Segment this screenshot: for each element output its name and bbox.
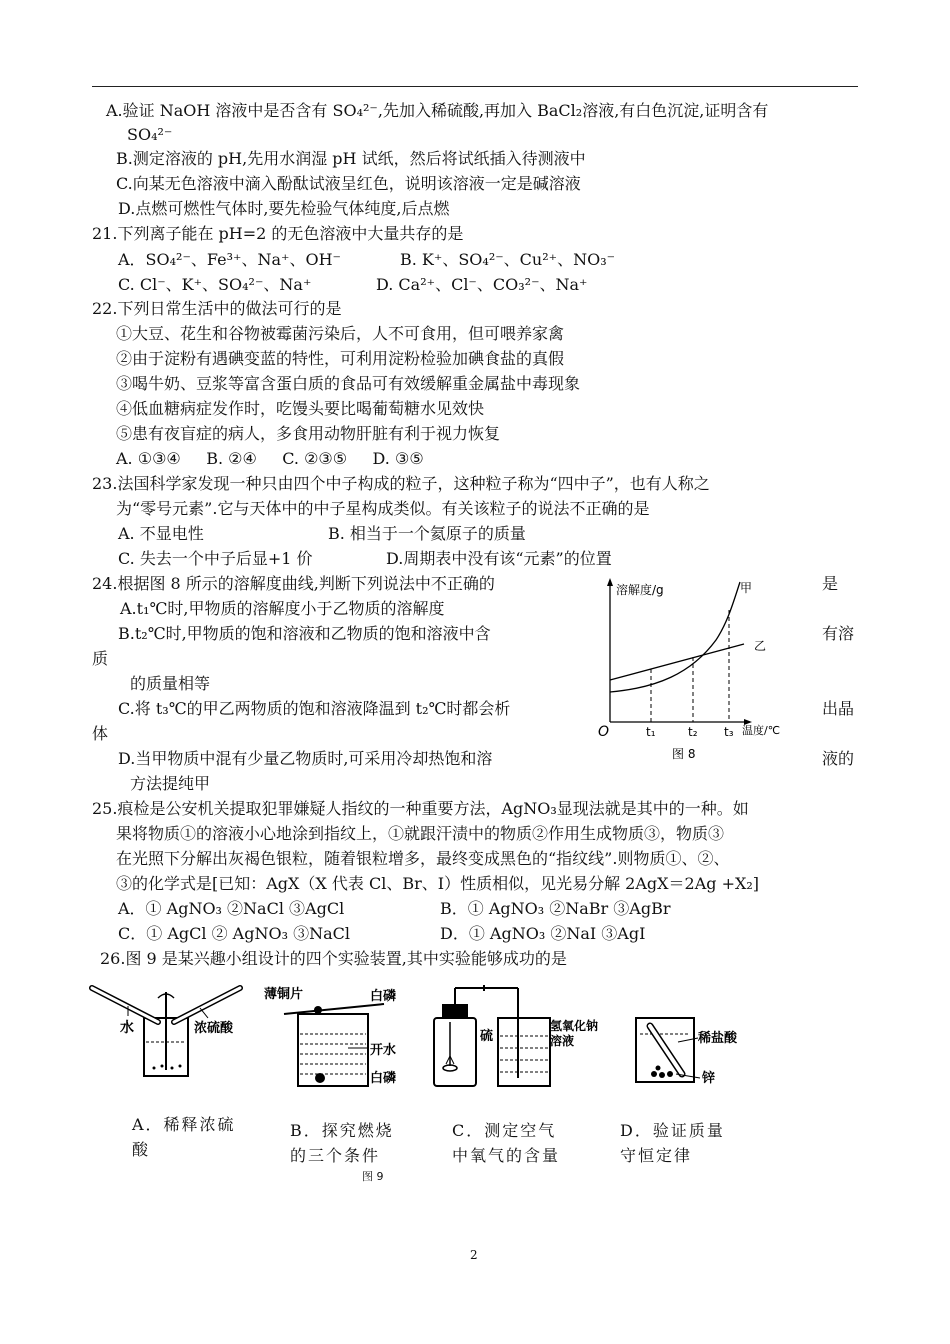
y-axis-arrow-icon <box>607 578 613 586</box>
q24-option-c-line1: C.将 t₃℃的甲乙两物质的饱和溶液降温到 t₂℃时都会析 <box>118 699 511 718</box>
fig9-caption-a-line2: 酸 <box>132 1140 151 1159</box>
q21-option-b: B. K⁺、SO₄²⁻、Cu²⁺、NO₃⁻ <box>400 250 616 269</box>
origin-label: O <box>598 724 610 740</box>
q21-option-a: A．SO₄²⁻、Fe³⁺、Na⁺、OH⁻ <box>118 250 341 269</box>
curve-jia-label: 甲 <box>740 581 753 595</box>
q22-options: A. ①③④ B. ②④ C. ②③⑤ D. ③⑤ <box>116 449 424 468</box>
q24-option-c-line2: 体 <box>92 724 109 743</box>
apparatus-a <box>92 988 240 1076</box>
q21-option-c: C. Cl⁻、K⁺、SO₄²⁻、Na⁺ <box>118 275 312 294</box>
q22-statement-5: ⑤患有夜盲症的病人，多食用动物肝脏有利于视力恢复 <box>116 424 501 443</box>
q24-option-d-line2: 方法提纯甲 <box>130 774 211 793</box>
fig9-caption-a-line1: A．稀释浓硫 <box>132 1115 236 1134</box>
q25-stem-line3: 在光照下分解出灰褐色银粒，随着银粒增多，最终变成黑色的“指纹线”.则物质①、②、 <box>116 849 730 868</box>
t3-label: t₃ <box>724 725 734 739</box>
label-zinc: 锌 <box>702 1071 716 1086</box>
q20-option-b: B.测定溶液的 pH,先用水润湿 pH 试纸，然后将试纸插入待测液中 <box>116 149 586 168</box>
q25-stem-line1: 25.痕检是公安机关提取犯罪嫌疑人指纹的一种重要方法，AgNO₃显现法就是其中的一种。如 <box>92 799 749 818</box>
q23-option-a: A. 不显电性 <box>118 524 204 543</box>
curve-yi-label: 乙 <box>754 639 767 653</box>
label-water: 水 <box>120 1020 134 1036</box>
beaker-b <box>298 1014 368 1086</box>
q22-stem: 22.下列日常生活中的做法可行的是 <box>92 299 342 318</box>
q25-option-a: A．① AgNO₃ ②NaCl ③AgCl <box>118 899 345 918</box>
label-sodium-hydroxide: 氢氧化钠溶液 <box>550 1019 599 1048</box>
y-axis-label: 溶解度/g <box>616 583 664 597</box>
label-sulfur: 硫 <box>480 1029 494 1044</box>
q24-option-b-end: 有溶 <box>822 624 855 643</box>
figure-9-caption: 图 9 <box>362 1170 384 1183</box>
apparatus-d <box>636 1018 738 1086</box>
t1-label: t₁ <box>646 725 656 739</box>
q22-statement-2: ②由于淀粉有遇碘变蓝的特性，可利用淀粉检验加碘食盐的真假 <box>116 349 565 368</box>
q24-option-b-line1: B.t₂℃时,甲物质的饱和溶液和乙物质的饱和溶液中含 <box>118 624 491 643</box>
q25-option-d: D．① AgNO₃ ②NaI ③AgI <box>440 924 646 943</box>
q24-option-b-line2: 质 <box>92 649 109 668</box>
q20-option-c: C.向某无色溶液中滴入酚酞试液呈红色，说明该溶液一定是碱溶液 <box>116 174 581 193</box>
figure-8-caption: 图 8 <box>672 747 696 761</box>
q23-option-b: B. 相当于一个氦原子的质量 <box>328 524 526 543</box>
label-dilute-hcl: 稀盐酸 <box>698 1031 738 1046</box>
q24-stem-end: 是 <box>822 574 839 593</box>
q22-statement-3: ③喝牛奶、豆浆等富含蛋白质的食品可有效缓解重金属盐中毒现象 <box>116 374 581 393</box>
fig9-caption-c-line1: C．测定空气 <box>452 1121 557 1140</box>
q20-option-d: D.点燃可燃性气体时,要先检验气体纯度,后点燃 <box>118 199 450 218</box>
t2-label: t₂ <box>688 725 698 739</box>
fig9-caption-b-line2: 的三个条件 <box>290 1146 381 1165</box>
q25-option-c: C．① AgCl ② AgNO₃ ③NaCl <box>118 924 350 943</box>
q23-option-c: C. 失去一个中子后显+1 价 <box>118 549 313 568</box>
q22-statement-4: ④低血糖病症发作时，吃馒头要比喝葡萄糖水见效快 <box>116 399 485 418</box>
fig9-caption-b-line1: B．探究燃烧 <box>290 1121 394 1140</box>
q24-option-a: A.t₁℃时,甲物质的溶解度小于乙物质的溶解度 <box>120 599 445 618</box>
q24-option-d-line1: D.当甲物质中混有少量乙物质时,可采用冷却热饱和溶 <box>118 749 493 768</box>
x-axis-label: 温度/℃ <box>742 724 781 737</box>
beaker-c <box>498 1018 550 1086</box>
q22-statement-1: ①大豆、花生和谷物被霉菌污染后，人不可食用，但可喂养家禽 <box>116 324 565 343</box>
curve-jia <box>610 582 740 692</box>
fig9-caption-c-line2: 中氧气的含量 <box>452 1146 561 1165</box>
figure-9-apparatus <box>88 982 768 1092</box>
flask-c <box>434 1018 476 1086</box>
figure-8-solubility-curve <box>596 570 806 770</box>
white-phosphorus-bottom <box>315 1073 325 1083</box>
apparatus-b <box>264 986 396 1086</box>
label-conc-acid: 浓硫酸 <box>194 1021 234 1036</box>
q20-option-a-line1: A.验证 NaOH 溶液中是否含有 SO₄²⁻,先加入稀硫酸,再加入 BaCl₂溶液,有白色沉淀,证明含有 <box>106 101 769 120</box>
q25-option-b: B．① AgNO₃ ②NaBr ③AgBr <box>440 899 671 918</box>
apparatus-c <box>434 985 598 1086</box>
fig9-caption-d-line1: D．验证质量 <box>620 1121 725 1140</box>
q26-stem: 26.图 9 是某兴趣小组设计的四个实验装置,其中实验能够成功的是 <box>100 949 567 968</box>
q20-option-a-line2: SO₄²⁻ <box>127 125 173 144</box>
page-number: 2 <box>470 1248 478 1262</box>
q25-stem-line2: 果将物质①的溶液小心地涂到指纹上，①就跟汗渍中的物质②作用生成物质③，物质③ <box>116 824 725 843</box>
q24-option-c-end: 出晶 <box>822 699 855 718</box>
label-hot-water: 开水 <box>370 1043 397 1058</box>
label-white-phosphorus-1: 白磷 <box>370 989 397 1004</box>
q21-stem: 21.下列离子能在 pH=2 的无色溶液中大量共存的是 <box>92 224 464 243</box>
q24-option-d-end: 液的 <box>822 749 855 768</box>
white-phosphorus-top <box>314 1006 322 1014</box>
q21-option-d: D. Ca²⁺、Cl⁻、CO₃²⁻、Na⁺ <box>376 275 588 294</box>
stopper <box>442 1004 468 1018</box>
q23-stem-line1: 23.法国科学家发现一种只由四个中子构成的粒子，这种粒子称为“四中子”，也有人称之 <box>92 474 710 493</box>
label-white-phosphorus-2: 白磷 <box>370 1071 397 1086</box>
q23-option-d: D.周期表中没有该“元素”的位置 <box>386 549 612 568</box>
q25-stem-line4: ③的化学式是[已知：AgX（X 代表 Cl、Br、I）性质相似，见光易分解 2AgX＝2Ag +X₂] <box>116 874 760 893</box>
copper-sheet <box>284 1004 384 1014</box>
label-copper-sheet: 薄铜片 <box>264 987 304 1002</box>
header-rule <box>92 86 858 87</box>
q24-option-b-line3: 的质量相等 <box>130 674 211 693</box>
fig9-caption-d-line2: 守恒定律 <box>620 1146 693 1165</box>
q24-stem: 24.根据图 8 所示的溶解度曲线,判断下列说法中不正确的 <box>92 574 495 593</box>
q23-stem-line2: 为“零号元素”.它与天体中的中子星构成类似。有关该粒子的说法不正确的是 <box>116 499 650 518</box>
